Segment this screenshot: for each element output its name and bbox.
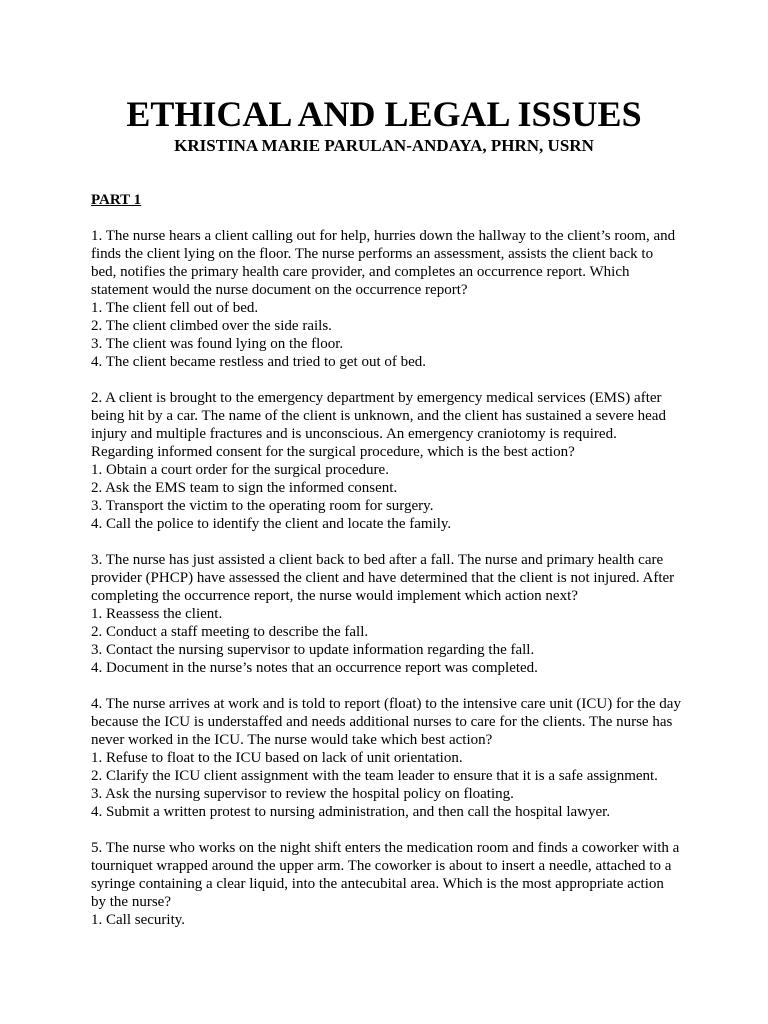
option-item: 2. The client climbed over the side rails. [91,318,332,334]
option-item: 1. Call security. [91,912,186,928]
question-2 [91,389,681,533]
option-item: 3. Ask the nursing supervisor to review the hospital policy on floating. [91,786,514,802]
document-title: ETHICAL AND LEGAL ISSUES [126,94,642,134]
option-item: 4. The client became restless and tried to get out of bed. [91,354,427,370]
option-item: 2. Clarify the ICU client assignment with the team leader to ensure that it is a safe assignment. [91,768,658,784]
question-5 [91,839,681,929]
option-item: 1. The client fell out of bed. [91,300,259,316]
option-item: 3. Transport the victim to the operating room for surgery. [91,498,434,514]
option-item: 3. Contact the nursing supervisor to update information regarding the fall. [91,642,535,658]
option-list [91,605,681,677]
question-stem: 1. The nurse hears a client calling out for help, hurries down the hallway to the client’s room, and finds the client lying on the floor. The nurse performs an assessment, assists the client back to bed, notifies the primary health care provider, and completes an occurrence report. Which statement would the nurse document on the occurrence report? [91,228,676,298]
option-list [91,461,681,533]
option-list [91,749,681,821]
question-stem: 3. The nurse has just assisted a client back to bed after a fall. The nurse and primary health care provider (PHCP) have assessed the client and have determined that the client is not injured. After completing the occurrence report, the nurse would implement which action next? [91,552,675,604]
option-list [91,911,681,929]
option-item: 4. Call the police to identify the client and locate the family. [91,516,452,532]
option-item: 1. Obtain a court order for the surgical procedure. [91,462,389,478]
question-stem: 4. The nurse arrives at work and is told to report (float) to the intensive care unit (ICU) for the day because the ICU is understaffed and needs additional nurses to care for the clients. The nurse has never worked in the ICU. The nurse would take which best action? [91,696,681,748]
document-author: KRISTINA MARIE PARULAN-ANDAYA, PHRN, USRN [174,136,594,155]
option-item: 3. The client was found lying on the floor. [91,336,344,352]
option-item: 1. Refuse to float to the ICU based on lack of unit orientation. [91,750,463,766]
option-list [91,299,681,371]
question-stem: 5. The nurse who works on the night shift enters the medication room and finds a coworker with a tourniquet wrapped around the upper arm. The coworker is about to insert a needle, attached to a syringe containing a clear liquid, into the antecubital area. Which is the most appropriate action by the nurse? [91,840,680,910]
question-4 [91,695,681,821]
question-list [91,227,681,947]
option-item: 1. Reassess the client. [91,606,223,622]
option-item: 2. Conduct a staff meeting to describe the fall. [91,624,369,640]
option-item: 2. Ask the EMS team to sign the informed consent. [91,480,398,496]
option-item: 4. Submit a written protest to nursing administration, and then call the hospital lawyer. [91,804,611,820]
part-heading: PART 1 [91,192,142,208]
question-stem: 2. A client is brought to the emergency department by emergency medical services (EMS) after being hit by a car. The name of the client is unknown, and the client has sustained a severe head injury and multiple fractures and is unconscious. An emergency craniotomy is required. Regarding informed consent for the surgical procedure, which is the best action? [91,390,666,460]
option-item: 4. Document in the nurse’s notes that an occurrence report was completed. [91,660,538,676]
question-3 [91,551,681,677]
question-1 [91,227,681,371]
